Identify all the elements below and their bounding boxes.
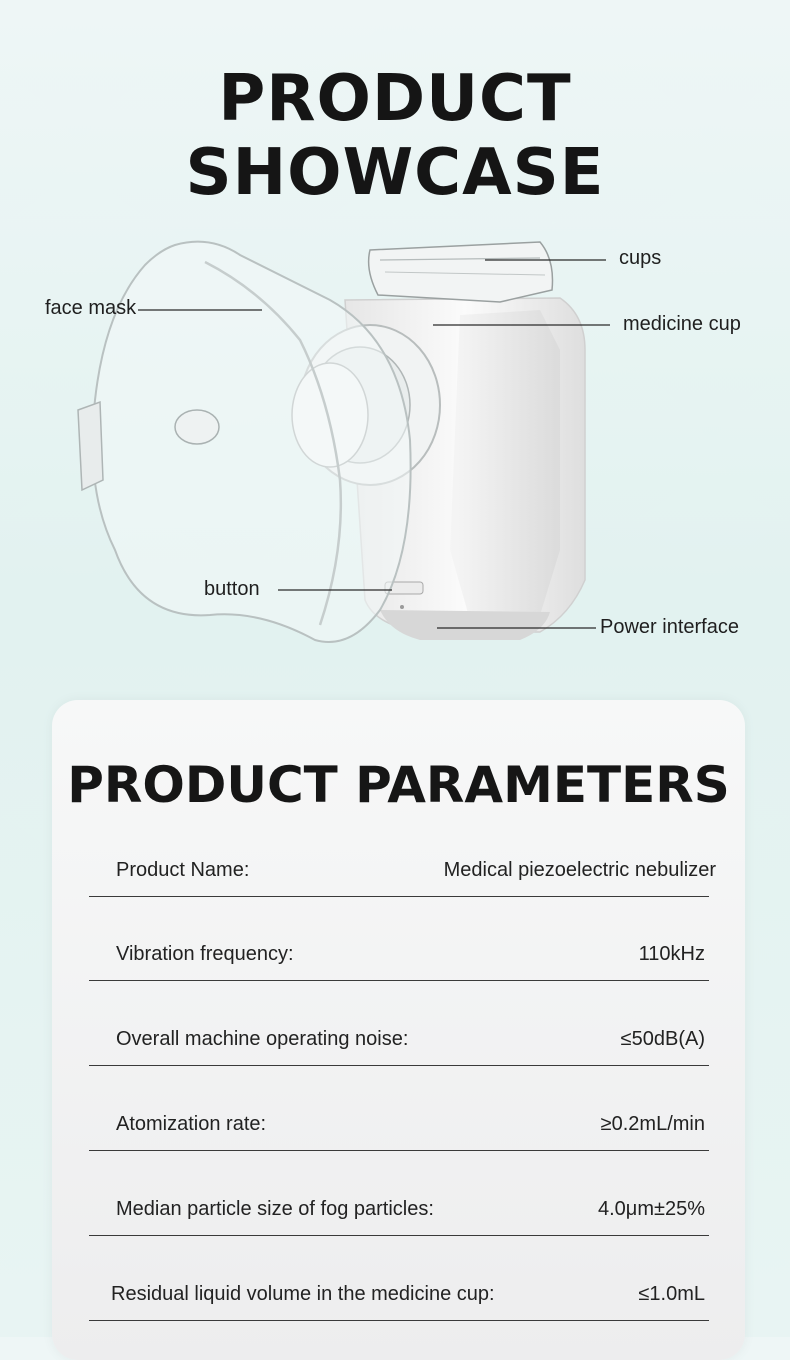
device-side-facet xyxy=(450,310,560,620)
param-label: Residual liquid volume in the medicine cup: xyxy=(111,1283,495,1305)
param-row-residual-volume xyxy=(89,1260,709,1321)
param-label: Overall machine operating noise: xyxy=(116,1028,409,1050)
param-label: Vibration frequency: xyxy=(116,943,294,965)
param-row-vibration-frequency xyxy=(89,920,709,981)
param-label: Product Name: xyxy=(116,859,250,881)
param-row-product-name xyxy=(89,836,716,897)
device-base xyxy=(380,610,550,640)
callout-cups: cups xyxy=(619,247,662,269)
param-value: 110kHz xyxy=(638,943,705,965)
callout-power-interface: Power interface xyxy=(600,616,739,638)
callout-face-mask: face mask xyxy=(45,297,137,319)
parameters-card xyxy=(52,700,745,1360)
param-label: Atomization rate: xyxy=(116,1113,267,1135)
param-value: ≥0.2mL/min xyxy=(600,1113,705,1135)
mask-strap-clip xyxy=(78,402,103,490)
param-value: ≤1.0mL xyxy=(638,1283,705,1305)
nebulizer-product-image xyxy=(0,220,790,660)
mask-vent-hole xyxy=(175,410,219,444)
param-value: 4.0μm±25% xyxy=(598,1198,705,1220)
param-value: ≤50dB(A) xyxy=(620,1028,705,1050)
param-row-particle-size xyxy=(89,1175,709,1236)
callout-button: button xyxy=(204,578,260,600)
callout-medicine-cup: medicine cup xyxy=(623,313,741,335)
param-value: Medical piezoelectric nebulizer xyxy=(443,859,716,881)
param-row-operating-noise xyxy=(89,1005,709,1066)
parameters-title: PRODUCT PARAMETERS xyxy=(67,756,730,814)
param-label: Median particle size of fog particles: xyxy=(116,1198,434,1220)
showcase-title: PRODUCT SHOWCASE xyxy=(185,62,605,210)
param-row-atomization-rate xyxy=(89,1090,709,1151)
